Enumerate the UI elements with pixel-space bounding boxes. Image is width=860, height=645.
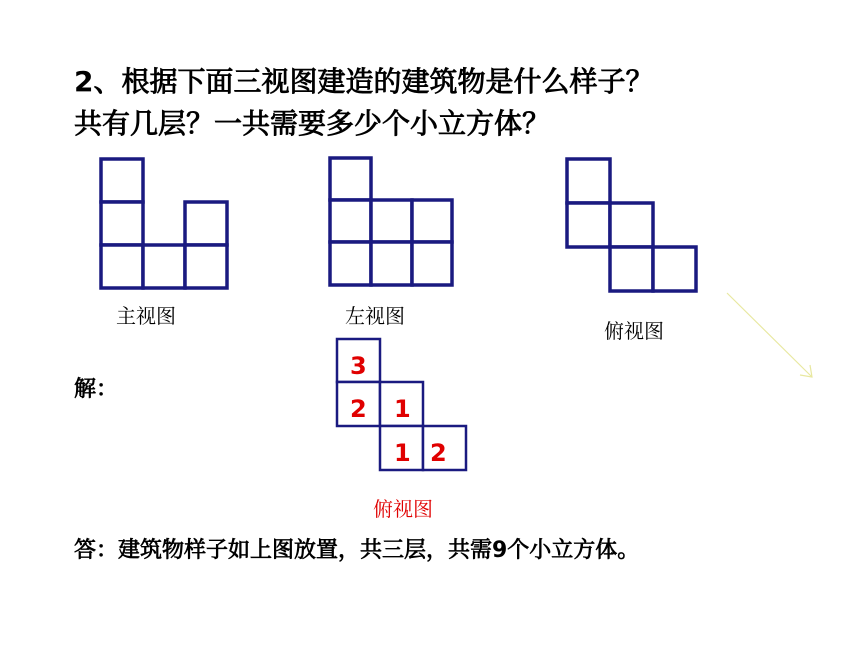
count-label: 1 — [394, 439, 411, 467]
solution-top-view-caption: 俯视图 — [373, 497, 433, 521]
solution-top-view — [337, 339, 466, 470]
count-label: 1 — [394, 395, 411, 423]
top-view-cell — [610, 203, 653, 247]
solution-label: 解： — [74, 377, 119, 402]
left-view-caption: 左视图 — [345, 304, 405, 328]
front-view-cell — [185, 202, 227, 245]
left-view-cell — [330, 158, 371, 200]
top-view-cell — [567, 159, 610, 203]
top-view-caption: 俯视图 — [604, 319, 664, 343]
count-label: 3 — [350, 352, 367, 380]
top-view-cell — [567, 203, 610, 247]
front-view-cell — [101, 159, 143, 202]
count-label: 2 — [430, 439, 447, 467]
left-view-cell — [371, 200, 412, 242]
question-line-2: 共有几层？一共需要多少个小立方体？ — [74, 107, 551, 140]
left-view — [330, 158, 452, 285]
top-view-cell — [610, 247, 653, 291]
front-view-caption: 主视图 — [116, 304, 176, 328]
top-view-cell — [653, 247, 696, 291]
question-line-1: 2、根据下面三视图建造的建筑物是什么样子？ — [74, 65, 654, 98]
front-view-cell — [101, 202, 143, 245]
left-view-cell — [412, 200, 452, 242]
left-view-cell — [330, 200, 371, 242]
left-view-cell — [412, 242, 452, 285]
front-view-cell — [185, 245, 227, 288]
answer-text: 答：建筑物样子如上图放置，共三层，共需9个小立方体。 — [74, 538, 640, 563]
top-view — [567, 159, 696, 291]
count-label: 2 — [350, 395, 367, 423]
arrow-decoration — [727, 293, 812, 377]
front-view-cell — [143, 245, 185, 288]
left-view-cell — [371, 242, 412, 285]
front-view — [101, 159, 227, 288]
left-view-cell — [330, 242, 371, 285]
front-view-cell — [101, 245, 143, 288]
